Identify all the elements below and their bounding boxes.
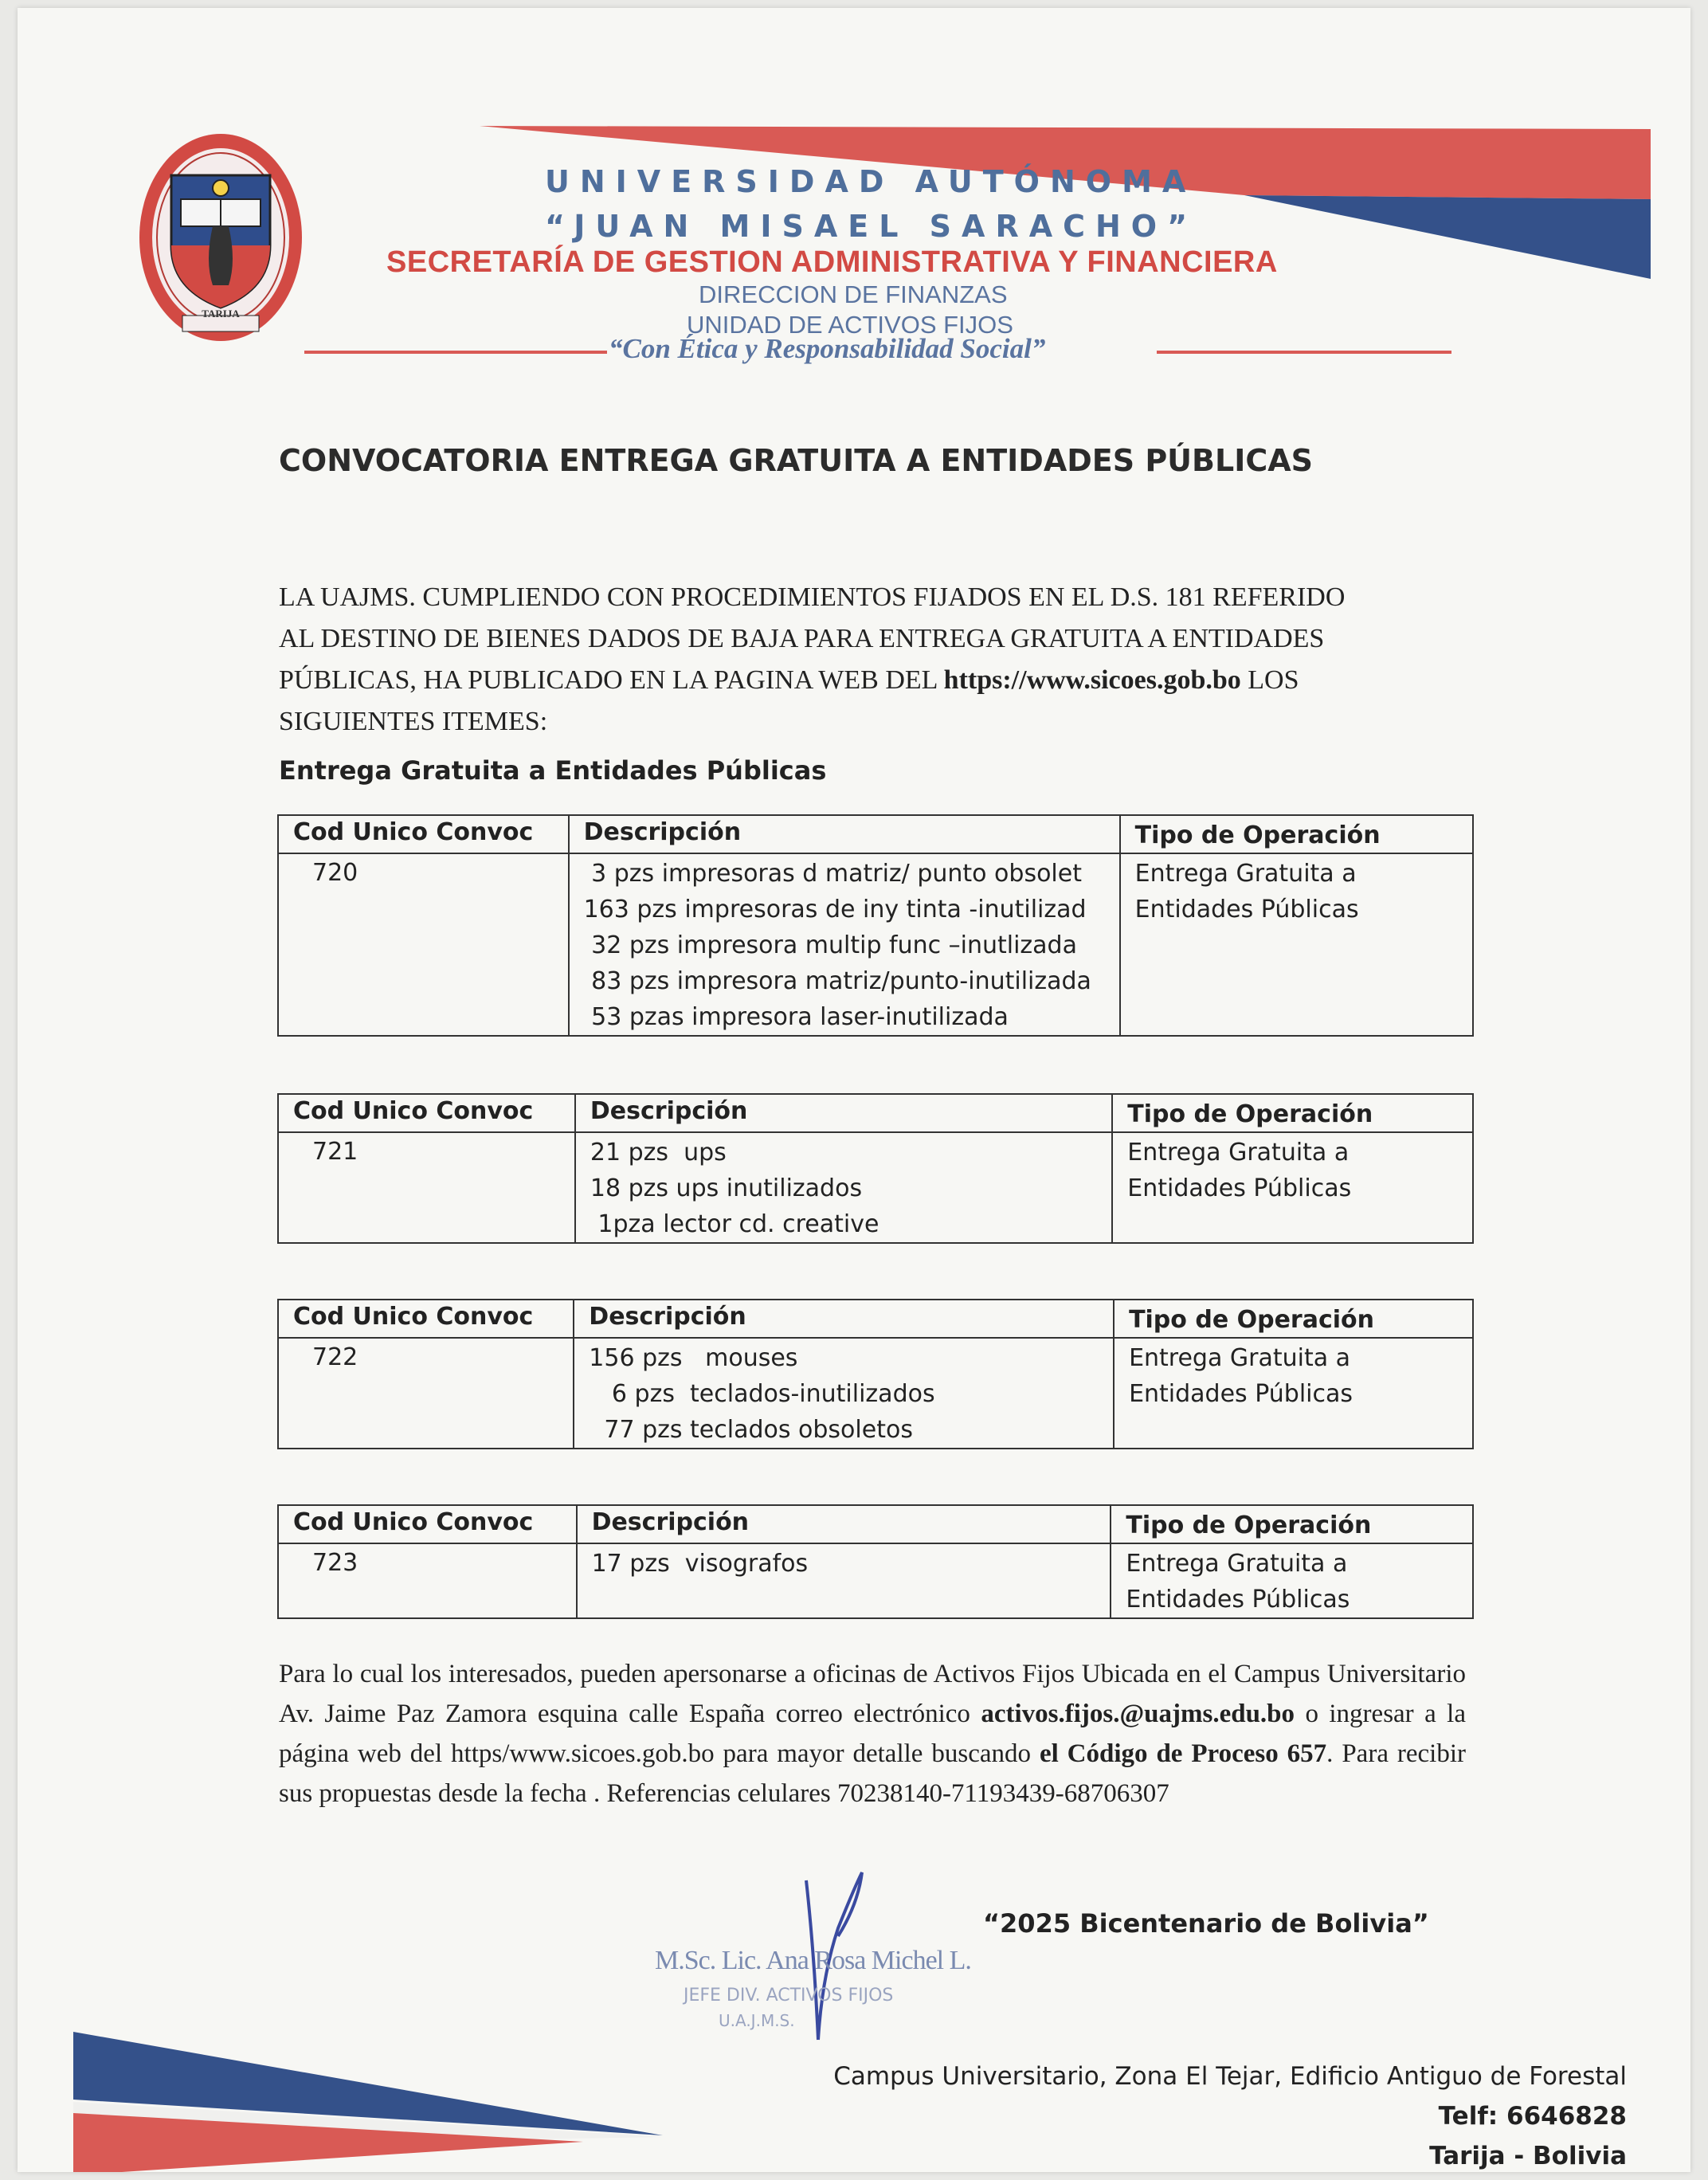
header-description: Descripción — [574, 1300, 1114, 1338]
intro-text: PÚBLICAS, HA PUBLICADO EN LA PAGINA WEB DEL — [279, 665, 944, 695]
operation-line: Entidades Públicas — [1129, 1380, 1353, 1408]
item-line: 17 pzs visografos — [591, 1550, 809, 1578]
item-line: 32 pzs impresora multip func –inutlizada — [583, 931, 1077, 959]
university-name-line1: UNIVERSIDAD AUTÓNOMA — [545, 164, 1197, 199]
header-operation: Tipo de Operación — [1112, 1094, 1473, 1132]
code-cell: 720 — [278, 853, 569, 1036]
footer-phone: Telf: 6646828 — [1438, 2102, 1627, 2131]
operation-cell — [1111, 1543, 1473, 1618]
item-line: 1pza lector cd. creative — [590, 1210, 879, 1238]
convocatoria-table-723 — [277, 1504, 1474, 1619]
convocatoria-table-721 — [277, 1093, 1474, 1244]
item-line: 21 pzs ups — [590, 1139, 727, 1166]
convocatoria-table-720 — [277, 814, 1474, 1037]
item-line: 163 pzs impresoras de iny tinta -inutilizad — [583, 896, 1087, 923]
code-cell: 722 — [278, 1338, 574, 1449]
header-rule-left — [304, 351, 607, 354]
sicoes-url: https://www.sicoes.gob.bo — [943, 665, 1241, 695]
item-line: 83 pzs impresora matriz/punto-inutilizada — [583, 967, 1091, 995]
operation-line: Entidades Públicas — [1127, 1174, 1352, 1202]
header-code: Cod Unico Convoc — [278, 815, 569, 853]
header-code: Cod Unico Convoc — [278, 1094, 575, 1132]
university-seal-icon — [133, 126, 308, 357]
footer-address: Campus Universitario, Zona El Tejar, Edificio Antiguo de Forestal — [833, 2062, 1627, 2091]
operation-line: Entrega Gratuita a — [1126, 1550, 1348, 1578]
operation-cell — [1120, 853, 1473, 1036]
convocatoria-table-722 — [277, 1299, 1474, 1449]
description-cell — [574, 1338, 1114, 1449]
operation-line: Entidades Públicas — [1134, 896, 1359, 923]
header-operation: Tipo de Operación — [1111, 1505, 1473, 1543]
signature-name: M.Sc. Lic. Ana Rosa Michel L. — [655, 1946, 971, 1975]
operation-cell — [1114, 1338, 1473, 1449]
closing-text: o ingresar a la página web del https/www.sicoes.gob.bo para mayor detalle buscando — [279, 1700, 1466, 1768]
seal-city-label: TARIJA — [202, 308, 240, 320]
description-cell — [577, 1543, 1111, 1618]
item-line: 77 pzs teclados obsoletos — [589, 1416, 913, 1444]
intro-line: SIGUIENTES ITEMES: — [279, 707, 548, 736]
university-name-line2: “JUAN MISAEL SARACHO” — [545, 209, 1198, 244]
operation-cell — [1112, 1132, 1473, 1243]
footer-city: Tarija - Bolivia — [1429, 2142, 1627, 2170]
operation-line: Entrega Gratuita a — [1134, 860, 1357, 888]
item-line: 156 pzs mouses — [589, 1344, 798, 1372]
description-cell — [575, 1132, 1112, 1243]
footer-decorative-band — [73, 2032, 679, 2172]
closing-text: Para lo cual los interesados, pueden apersonarse a oficinas de Activos Fijos Ubicada en el Campus Universitario Av. Jaime Paz Zamora esquina calle España correo electrónico — [279, 1660, 1518, 1728]
document-title: CONVOCATORIA ENTREGA GRATUITA A ENTIDADES PÚBLICAS — [279, 443, 1314, 478]
code-cell: 721 — [278, 1132, 575, 1243]
item-line: 6 pzs teclados-inutilizados — [589, 1380, 935, 1408]
signature-institution: U.A.J.M.S. — [719, 2011, 795, 2030]
operation-line: Entrega Gratuita a — [1127, 1139, 1350, 1166]
contact-email: activos.fijos.@uajms.edu.bo — [981, 1700, 1295, 1728]
header-description: Descripción — [575, 1094, 1112, 1132]
operation-line: Entrega Gratuita a — [1129, 1344, 1351, 1372]
bicentennial-slogan: “2025 Bicentenario de Bolivia” — [983, 1908, 1429, 1939]
motto: “Con Ética y Responsabilidad Social” — [609, 333, 1046, 364]
section-subtitle: Entrega Gratuita a Entidades Públicas — [279, 755, 827, 786]
item-line: 53 pzas impresora laser-inutilizada — [583, 1003, 1009, 1031]
header-description: Descripción — [569, 815, 1120, 853]
item-line: 3 pzs impresoras d matriz/ punto obsolet — [583, 860, 1082, 888]
intro-line — [279, 660, 1490, 701]
intro-paragraph — [279, 577, 1490, 743]
intro-text: LOS — [1240, 665, 1299, 695]
description-cell — [569, 853, 1120, 1036]
intro-line: LA UAJMS. CUMPLIENDO CON PROCEDIMIENTOS FIJADOS EN EL D.S. 181 REFERIDO — [279, 582, 1346, 612]
header-operation: Tipo de Operación — [1114, 1300, 1473, 1338]
closing-text: . Para recibir sus propuestas desde la fecha . Referencias celulares 70238140-71193439-68706307 — [279, 1739, 1467, 1808]
signature-position: JEFE DIV. ACTIVOS FIJOS — [684, 1986, 894, 2006]
header-operation: Tipo de Operación — [1120, 815, 1473, 853]
direction-name: DIRECCION DE FINANZAS — [699, 280, 1008, 308]
header-code: Cod Unico Convoc — [278, 1300, 574, 1338]
operation-line: Entidades Públicas — [1126, 1586, 1350, 1613]
closing-paragraph — [279, 1654, 1518, 1813]
process-code: el Código de Proceso 657 — [1039, 1739, 1327, 1768]
unit-name: UNIDAD DE ACTIVOS FIJOS — [687, 311, 1013, 339]
item-line: 18 pzs ups inutilizados — [590, 1174, 863, 1202]
header-description: Descripción — [577, 1505, 1111, 1543]
document-page — [18, 8, 1690, 2172]
code-cell: 723 — [278, 1543, 577, 1618]
intro-line: AL DESTINO DE BIENES DADOS DE BAJA PARA ENTREGA GRATUITA A ENTIDADES — [279, 624, 1325, 653]
secretariat-name: SECRETARÍA DE GESTION ADMINISTRATIVA Y FINANCIERA — [386, 245, 1278, 279]
header-rule-right — [1157, 351, 1451, 354]
header-code: Cod Unico Convoc — [278, 1505, 577, 1543]
